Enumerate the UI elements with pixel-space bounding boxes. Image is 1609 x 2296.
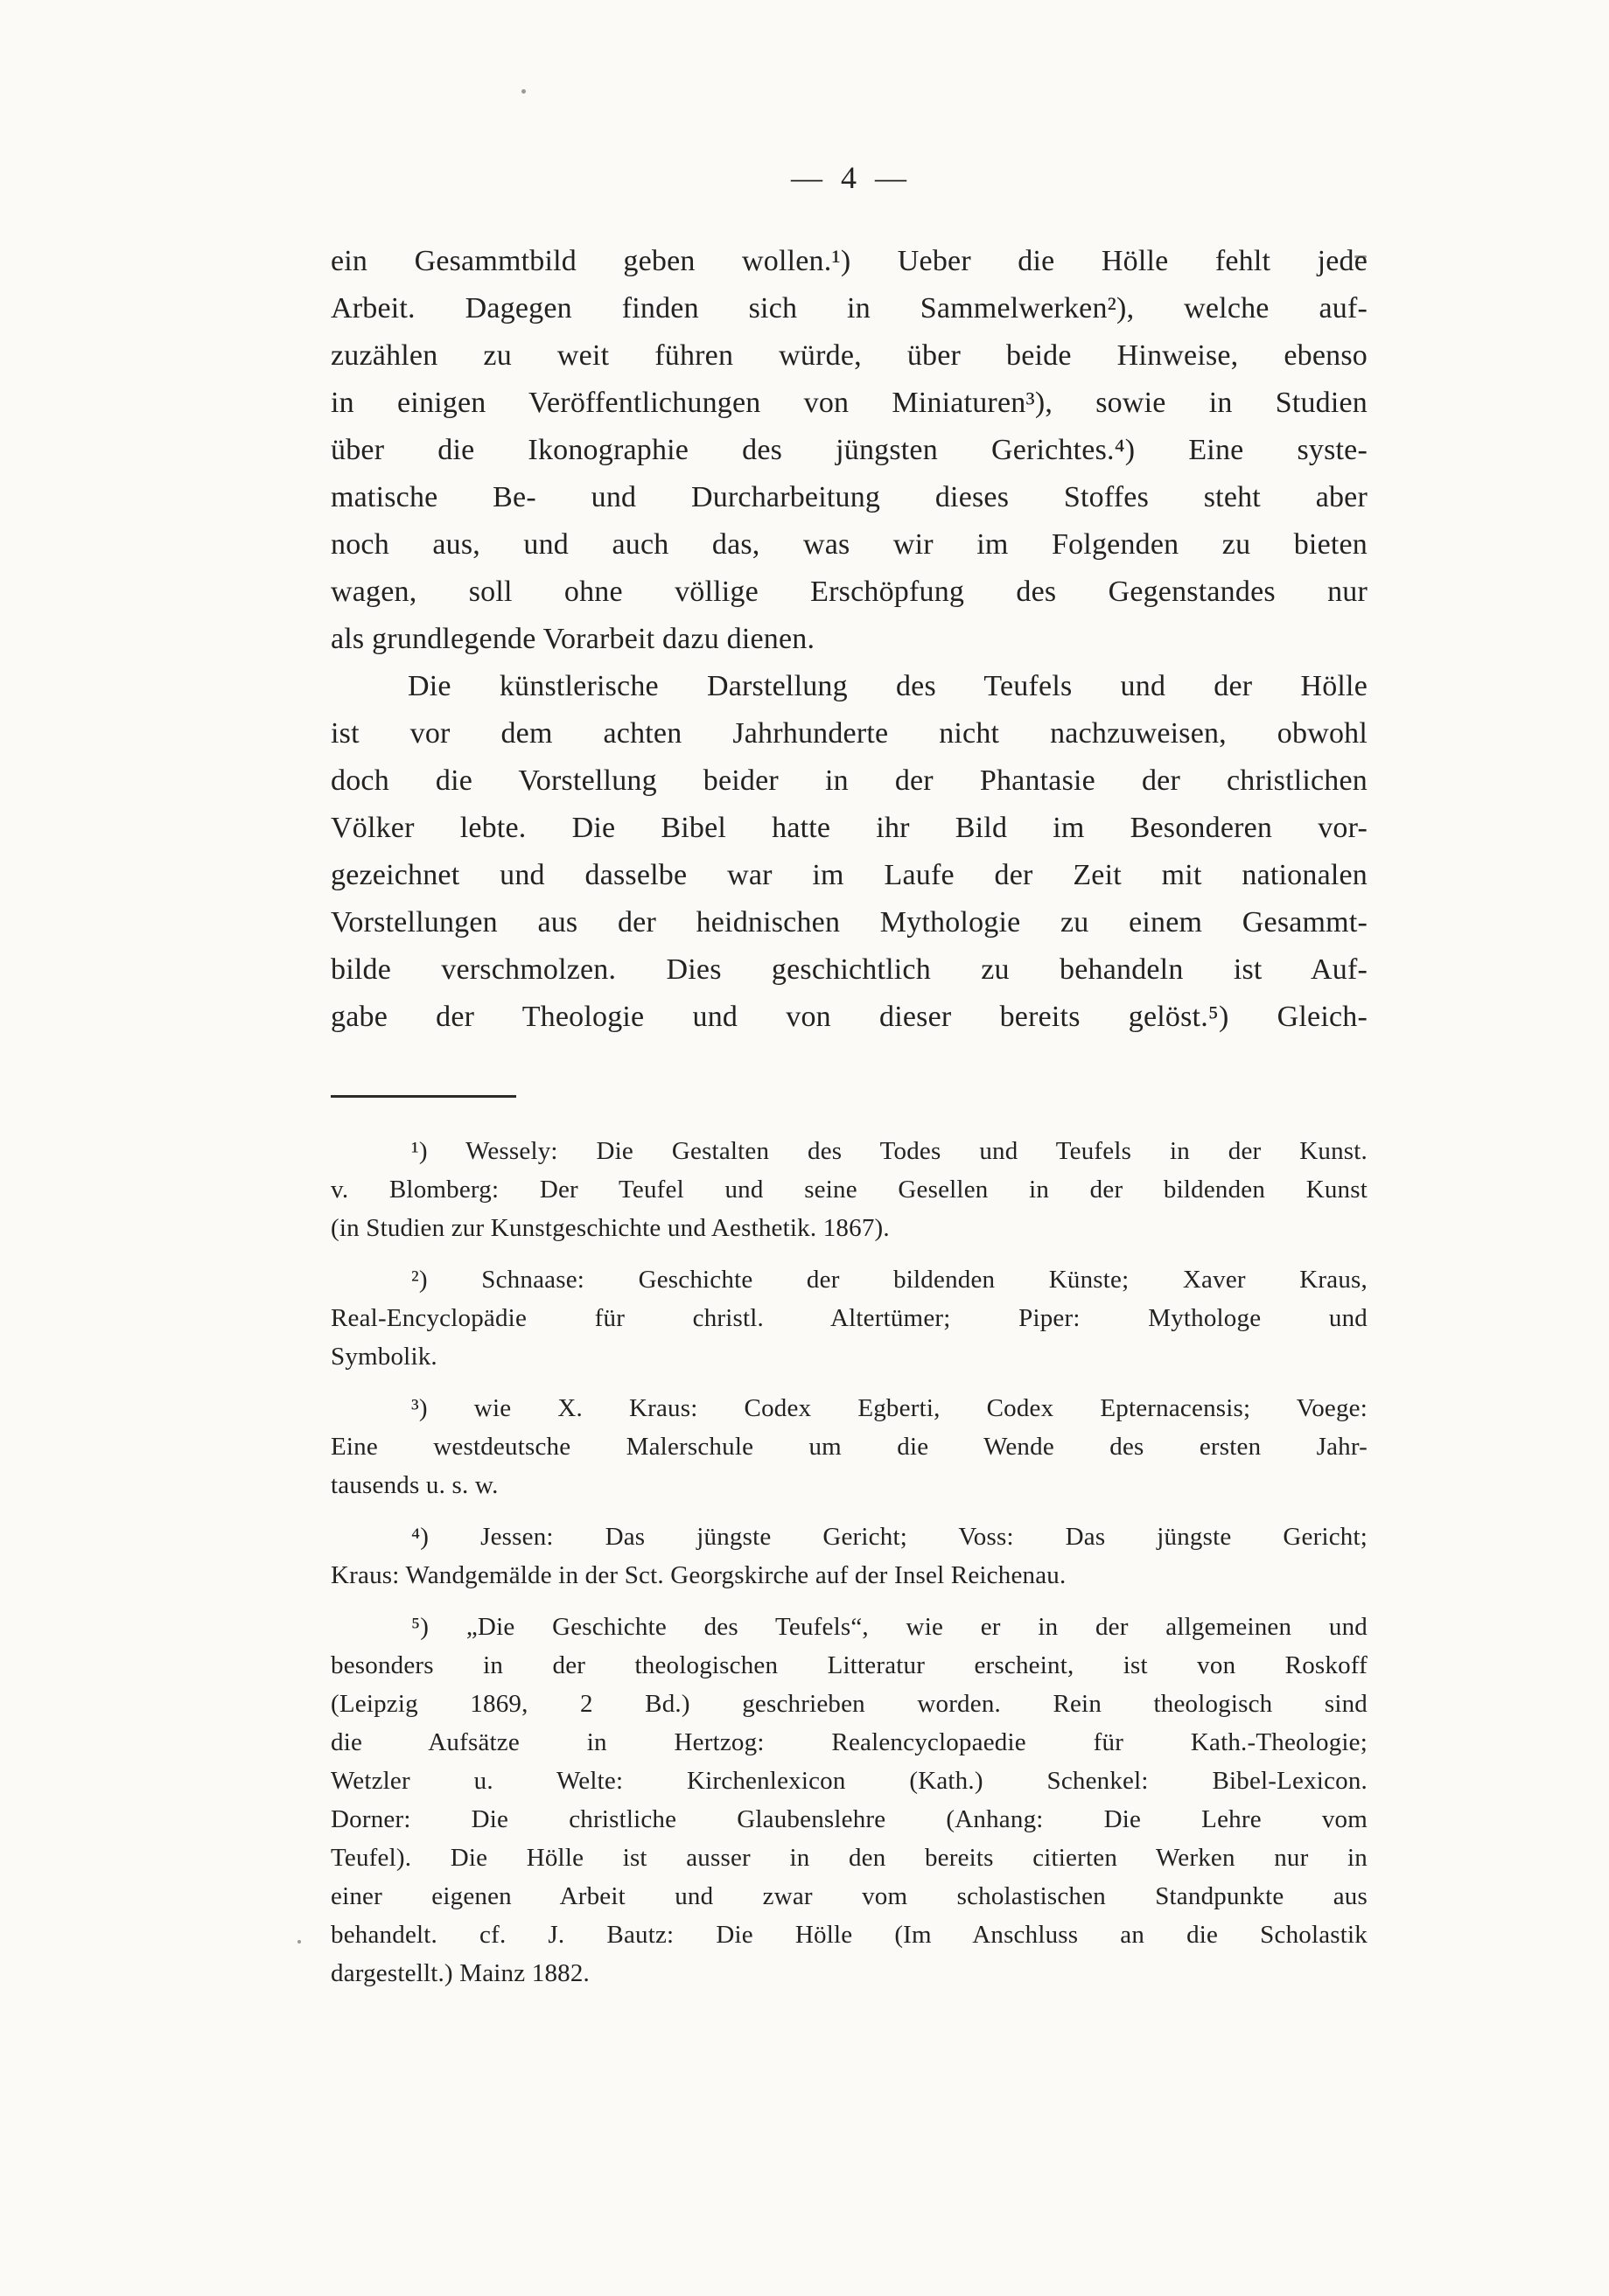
text-line: einer eigenen Arbeit und zwar vom scholastischen Standpunkte aus — [331, 1882, 1368, 1910]
footnote-5 — [331, 1608, 1368, 1992]
text-line: gabe der Theologie und von dieser bereits gelöst.⁵) Gleich- — [331, 1001, 1368, 1033]
text-line: Wetzler u. Welte: Kirchenlexicon (Kath.) Schenkel: Bibel-Lexicon. — [331, 1767, 1368, 1795]
text-line: ist vor dem achten Jahrhunderte nicht nachzuweisen, obwohl — [331, 717, 1368, 750]
footnote-3 — [331, 1389, 1368, 1504]
page-number: — 4 — — [791, 160, 907, 195]
text-line: Arbeit. Dagegen finden sich in Sammelwerken²), welche auf- — [331, 292, 1368, 325]
text-line: wagen, soll ohne völlige Erschöpfung des Gegenstandes nur — [331, 576, 1368, 608]
body-text — [331, 238, 1368, 1041]
text-line: Vorstellungen aus der heidnischen Mythologie zu einem Gesammt- — [331, 906, 1368, 939]
text-line: dargestellt.) Mainz 1882. — [331, 1959, 591, 1987]
text-line: ein Gesammtbild geben wollen.¹) Ueber die Hölle fehlt jede — [331, 245, 1368, 277]
text-line: die Aufsätze in Hertzog: Realencyclopaedie für Kath.-Theologie; — [331, 1728, 1368, 1756]
footnote-2 — [331, 1260, 1368, 1376]
text-line: noch aus, und auch das, was wir im Folgenden zu bieten — [331, 528, 1368, 561]
text-line: Teufel). Die Hölle ist ausser in den bereits citierten Werken nur in — [331, 1844, 1368, 1872]
paragraph-continuation — [331, 238, 1368, 663]
scan-speck — [521, 89, 526, 94]
text-line: (in Studien zur Kunstgeschichte und Aesthetik. 1867). — [331, 1214, 890, 1242]
text-line: tausends u. s. w. — [331, 1471, 499, 1499]
footnote-separator — [331, 1095, 516, 1098]
text-line: ⁵) „Die Geschichte des Teufels“, wie er in der allgemeinen und — [411, 1613, 1368, 1641]
text-line: bilde verschmolzen. Dies geschichtlich zu behandeln ist Auf- — [331, 953, 1368, 986]
text-line: Völker lebte. Die Bibel hatte ihr Bild im Besonderen vor- — [331, 812, 1368, 844]
text-line: doch die Vorstellung beider in der Phantasie der christlichen — [331, 764, 1368, 797]
text-line: Kraus: Wandgemälde in der Sct. Georgskirche auf der Insel Reichenau. — [331, 1561, 1067, 1589]
footnotes-block — [331, 1132, 1368, 2006]
text-line: matische Be- und Durcharbeitung dieses Stoffes steht aber — [331, 481, 1368, 513]
text-line: Eine westdeutsche Malerschule um die Wende des ersten Jahr- — [331, 1433, 1368, 1461]
text-line: ²) Schnaase: Geschichte der bildenden Künste; Xaver Kraus, — [411, 1266, 1368, 1294]
text-line: ³) wie X. Kraus: Codex Egberti, Codex Epternacensis; Voege: — [411, 1394, 1368, 1422]
text-line: besonders in der theologischen Litteratur erscheint, ist von Roskoff — [331, 1651, 1368, 1679]
footnote-1 — [331, 1132, 1368, 1247]
text-line: ¹) Wessely: Die Gestalten des Todes und Teufels in der Kunst. — [411, 1137, 1368, 1165]
paragraph-second — [331, 663, 1368, 1041]
text-line: behandelt. cf. J. Bautz: Die Hölle (Im Anschluss an die Scholastik — [331, 1921, 1368, 1949]
text-line: als grundlegende Vorarbeit dazu dienen. — [331, 623, 815, 655]
text-line: Die künstlerische Darstellung des Teufels und der Hölle — [408, 670, 1368, 702]
text-line: Dorner: Die christliche Glaubenslehre (Anhang: Die Lehre vom — [331, 1805, 1368, 1833]
footnote-4 — [331, 1518, 1368, 1595]
text-line: in einigen Veröffentlichungen von Miniaturen³), sowie in Studien — [331, 387, 1368, 419]
text-line: ⁴) Jessen: Das jüngste Gericht; Voss: Das jüngste Gericht; — [411, 1523, 1368, 1551]
text-line: über die Ikonographie des jüngsten Gerichtes.⁴) Eine syste- — [331, 434, 1368, 466]
text-line: zuzählen zu weit führen würde, über beide Hinweise, ebenso — [331, 339, 1368, 372]
text-line: Real-Encyclopädie für christl. Altertümer; Piper: Mythologe und — [331, 1304, 1368, 1332]
text-line: gezeichnet und dasselbe war im Laufe der Zeit mit nationalen — [331, 859, 1368, 891]
text-line: v. Blomberg: Der Teufel und seine Gesellen in der bildenden Kunst — [331, 1176, 1368, 1204]
text-line: (Leipzig 1869, 2 Bd.) geschrieben worden. Rein theologisch sind — [331, 1690, 1368, 1718]
text-line: Symbolik. — [331, 1343, 437, 1371]
scan-speck — [297, 1940, 301, 1944]
